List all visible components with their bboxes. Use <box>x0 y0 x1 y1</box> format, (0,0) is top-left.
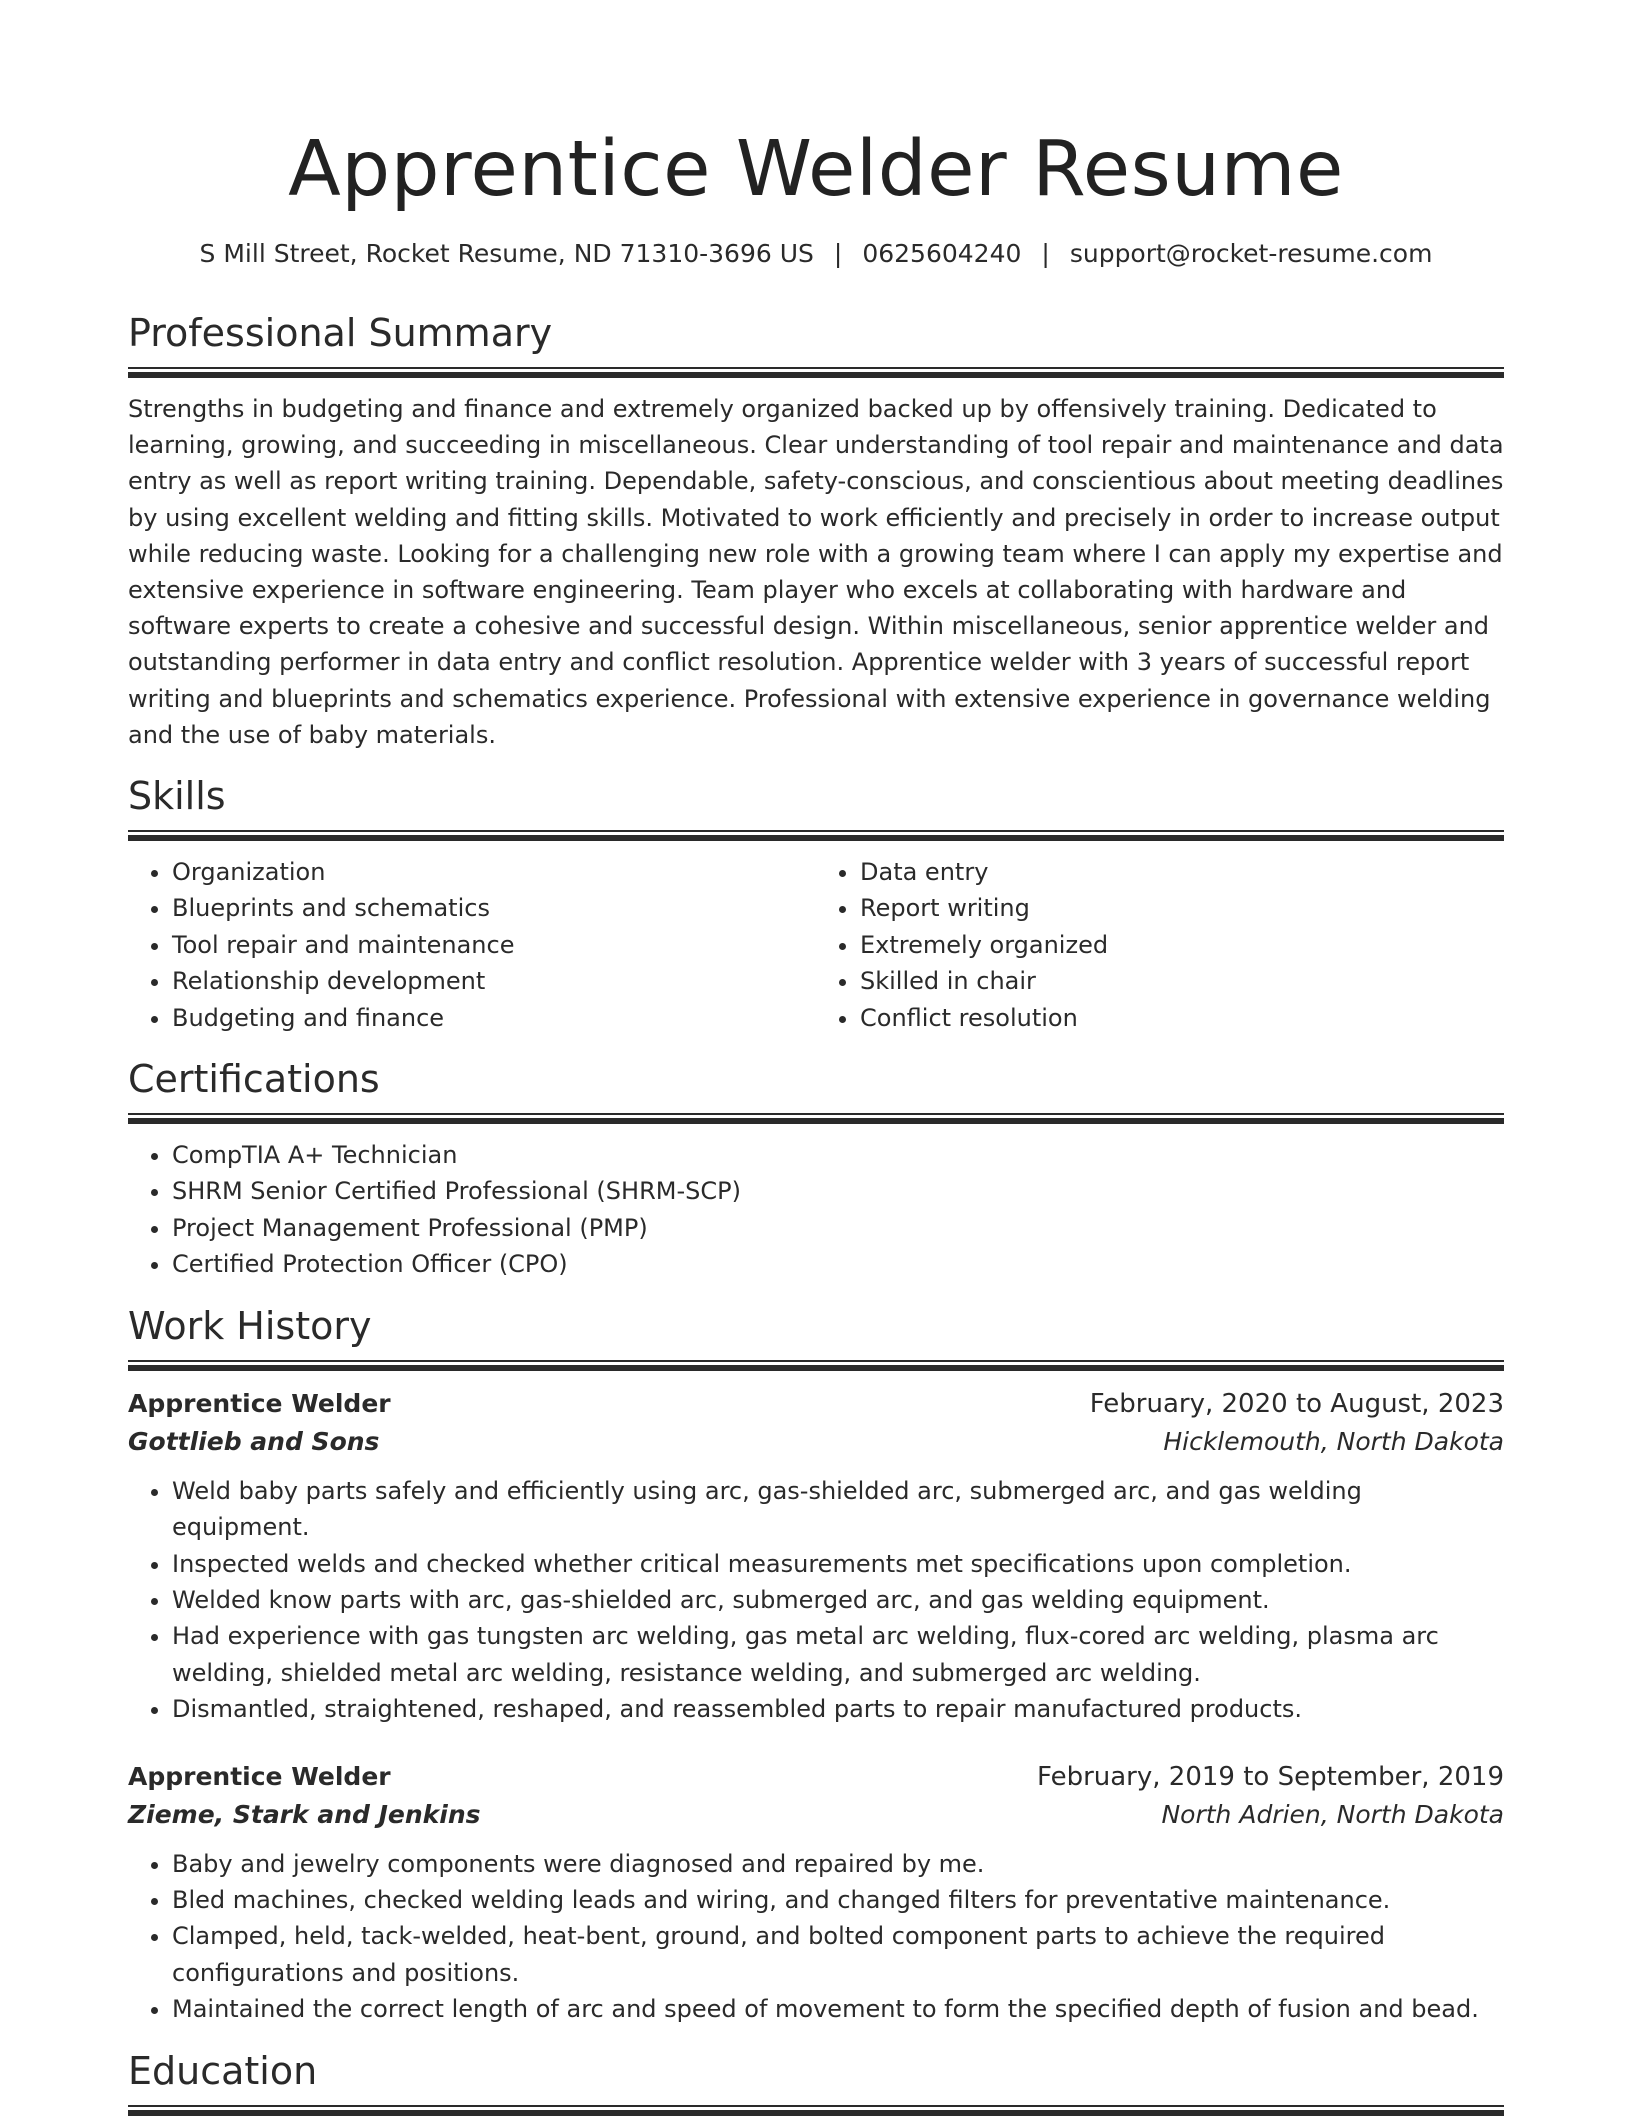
job-company: Zieme, Stark and Jenkins <box>128 1799 481 1829</box>
certification-item: • SHRM Senior Certified Professional (SHRM-SCP) <box>172 1173 1504 1209</box>
contact-separator: | <box>833 239 843 268</box>
skill-item: • Extremely organized <box>860 927 1504 963</box>
skill-item: • Data entry <box>860 854 1504 890</box>
job-title: Apprentice Welder <box>128 1761 391 1791</box>
job-bullet: • Bled machines, checked welding leads and wiring, and changed filters for preventative maintenance. <box>172 1882 1504 1918</box>
summary-text: Strengths in budgeting and finance and extremely organized backed up by offensively training. Dedicated to learning, growing, and succeeding in miscellaneous. Clear understanding of tool repair and maintenance and data entry as well as report writing training. Dependable, safety-conscious, and conscientious about meeting deadlines by using excellent welding and fitting skills. Motivated to work efficiently and precisely in order to increase output while reducing waste. Looking for a challenging new role with a growing team where I can apply my expertise and extensive experience in software engineering. Team player who excels at collaborating with hardware and software experts to create a cohesive and successful design. Within miscellaneous, senior apprentice welder and outstanding performer in data entry and conflict resolution. Apprentice welder with 3 years of successful report writing and blueprints and schematics experience. Professional with extensive experience in governance welding and the use of baby materials. <box>128 395 1504 749</box>
skill-item: • Tool repair and maintenance <box>172 927 816 963</box>
contact-phone: 0625604240 <box>862 239 1022 268</box>
section-divider <box>128 1360 1504 1371</box>
skill-item: • Blueprints and schematics <box>172 890 816 926</box>
job-title: Apprentice Welder <box>128 1388 391 1418</box>
job-dates: February, 2019 to September, 2019 <box>1037 1761 1504 1792</box>
job-location: North Adrien, North Dakota <box>1161 1799 1504 1829</box>
education-section <box>128 2048 1504 2116</box>
job-bullet: • Dismantled, straightened, reshaped, and reassembled parts to repair manufactured products. <box>172 1691 1504 1727</box>
resume-page <box>128 0 1504 2116</box>
section-title-education: Education <box>128 2048 318 2093</box>
skill-item: • Conflict resolution <box>860 1000 1504 1036</box>
resume-name: Apprentice Welder Resume <box>288 125 1344 214</box>
section-divider <box>128 367 1504 378</box>
skills-grid <box>128 854 1504 1036</box>
summary-section <box>128 310 1504 753</box>
job-bullet: • Clamped, held, tack-welded, heat-bent, ground, and bolted component parts to achieve the required configurations and positions. <box>172 1918 1504 1991</box>
job-bullet: • Had experience with gas tungsten arc welding, gas metal arc welding, flux-cored arc welding, plasma arc welding, shielded metal arc welding, resistance welding, and submerged arc welding. <box>172 1618 1504 1691</box>
job-bullet: • Maintained the correct length of arc and speed of movement to form the specified depth of fusion and bead. <box>172 1991 1504 2027</box>
skills-section <box>128 773 1504 1036</box>
contact-line <box>128 238 1504 270</box>
job-company: Gottlieb and Sons <box>128 1426 380 1456</box>
skills-list-left <box>128 854 816 1036</box>
section-title-certifications: Certifications <box>128 1057 380 1102</box>
certification-item: • Project Management Professional (PMP) <box>172 1210 1504 1246</box>
job-bullets <box>128 1473 1504 1728</box>
contact-email: support@rocket-resume.com <box>1069 239 1433 268</box>
skill-item: • Budgeting and finance <box>172 1000 816 1036</box>
certifications-list <box>128 1137 1504 1283</box>
job-subheader <box>128 1423 1504 1461</box>
job-dates: February, 2020 to August, 2023 <box>1089 1388 1504 1419</box>
job-bullet: • Weld baby parts safely and efficiently using arc, gas-shielded arc, submerged arc, and gas welding equipment. <box>172 1473 1504 1546</box>
work-history-section <box>128 1303 1504 2028</box>
contact-address: S Mill Street, Rocket Resume, ND 71310-3696 US <box>199 239 814 268</box>
job-header <box>128 1758 1504 1796</box>
section-divider <box>128 2105 1504 2116</box>
section-divider <box>128 830 1504 841</box>
job-bullets <box>128 1846 1504 2028</box>
job-bullet: • Inspected welds and checked whether critical measurements met specifications upon completion. <box>172 1546 1504 1582</box>
certification-item: • CompTIA A+ Technician <box>172 1137 1504 1173</box>
skill-item: • Relationship development <box>172 963 816 999</box>
contact-separator: | <box>1041 239 1050 268</box>
skill-item: • Skilled in chair <box>860 963 1504 999</box>
job-location: Hicklemouth, North Dakota <box>1163 1426 1504 1456</box>
skill-item: • Report writing <box>860 890 1504 926</box>
section-title-summary: Professional Summary <box>128 311 553 355</box>
skills-list-right <box>816 854 1504 1036</box>
job-bullet: • Baby and jewelry components were diagnosed and repaired by me. <box>172 1846 1504 1882</box>
job-header <box>128 1385 1504 1423</box>
job-entry <box>128 1758 1504 2028</box>
skill-item: • Organization <box>172 854 816 890</box>
section-title-skills: Skills <box>128 774 226 819</box>
certifications-section <box>128 1056 1504 1283</box>
job-bullet: • Welded know parts with arc, gas-shielded arc, submerged arc, and gas welding equipment. <box>172 1582 1504 1618</box>
section-title-work-history: Work History <box>128 1303 372 1348</box>
job-subheader <box>128 1796 1504 1834</box>
section-divider <box>128 1113 1504 1124</box>
job-entry <box>128 1385 1504 1728</box>
certification-item: • Certified Protection Officer (CPO) <box>172 1246 1504 1282</box>
